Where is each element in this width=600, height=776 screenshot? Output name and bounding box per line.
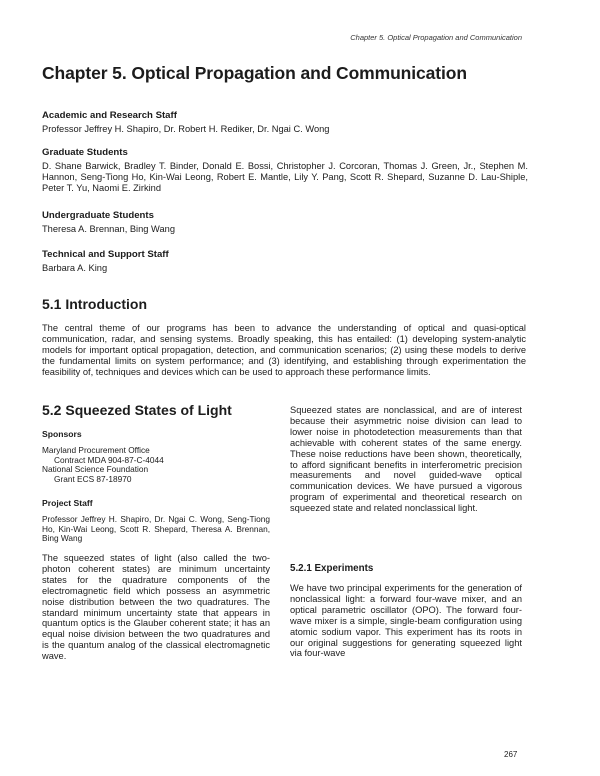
sponsor-line: Grant ECS 87-18970 [54, 473, 132, 484]
staff-names: Professor Jeffrey H. Shapiro, Dr. Robert H. Rediker, Dr. Ngai C. Wong [42, 124, 330, 134]
experiments-heading: 5.2.1 Experiments [290, 563, 374, 574]
body-left-text: The squeezed states of light (also called the two-photon coherent states) are minimum uncertainty states for the quadrature components of the electromagnetic field which possess an asymmetric noise distribution between the two quadratures. The standard minimum uncertainty state that appears in quantum optics is the Glauber coherent state; it has an equal noise division between the two quadratures and is the quantum analog of the classical electromagnetic wave. [42, 553, 270, 662]
section-heading: 5.2 Squeezed States of Light [42, 402, 232, 418]
intro-text: The central theme of our programs has been to advance the understanding of optical and quasi-optical communication, radar, and sensing systems. Broadly speaking, this has entailed: (1) developing system-analytic models for important optical propagation, detection, and communication scenarios; (2) using these models to derive the fundamental limits on system performance; and (3) identifying, and establishing through experimentation the feasibility of, techniques and devices which can be used to approach these performance limits. [42, 323, 526, 377]
body-right-text: Squeezed states are nonclassical, and are of interest because their asymmetric noise division can lead to lower noise in photodetection measurements than that achievable with coherent states of the same energy. These noise reductions have been shown, theoretically, to afford significant benefits in interferometric precision measurements and novel guided-wave optical communication devices. We have pursued a vigorous program of experimental and theoretical research on squeezed state and related nonclassical light. [290, 405, 522, 514]
running-head: Chapter 5. Optical Propagation and Communication [350, 33, 522, 42]
sponsors-heading: Sponsors [42, 429, 82, 439]
sponsor-line: Contract MDA 904-87-C-4044 [54, 454, 164, 465]
experiments-text: We have two principal experiments for the generation of nonclassical light: a forward four-wave mixer, and an optical parametric oscillator (OPO). The forward four-wave mixer is a simple, single-beam configuration using atomic sodium vapor. This experiment has its roots in our original suggestions for generating squeezed light via four-wave [290, 583, 522, 659]
staff-technical [42, 249, 528, 274]
experiments-paragraph [290, 583, 522, 659]
intro-heading: 5.1 Introduction [42, 296, 147, 312]
staff-heading: Academic and Research Staff [42, 110, 177, 121]
staff-heading: Undergraduate Students [42, 210, 154, 221]
staff-academic [42, 110, 528, 135]
staff-names: Theresa A. Brennan, Bing Wang [42, 224, 175, 234]
staff-heading: Graduate Students [42, 147, 128, 158]
intro-paragraph [42, 323, 526, 378]
body-right [290, 405, 522, 514]
page-number: 267 [504, 750, 518, 759]
project-staff-heading: Project Staff [42, 498, 93, 508]
staff-graduate [42, 147, 528, 194]
staff-undergraduate [42, 210, 528, 235]
sponsor-line: National Science Foundation [42, 464, 149, 475]
staff-names: Barbara A. King [42, 263, 108, 273]
staff-names: D. Shane Barwick, Bradley T. Binder, Donald E. Bossi, Christopher J. Corcoran, Thomas J. Green, Jr., Stephen M. Hannon, Seng-Tiong Ho, Kin-Wai Leong, Robert E. Mantle, Lily Y. Pang, Scott R. Shepard, Suzanne D. Lau-Shiple, Peter T. Yu, Naomi E. Zirkind [42, 161, 528, 193]
sponsor-line: Maryland Procurement Office [42, 445, 150, 455]
chapter-title: Chapter 5. Optical Propagation and Communication [42, 63, 467, 83]
sponsors-list [42, 446, 270, 484]
body-left [42, 553, 270, 662]
staff-heading: Technical and Support Staff [42, 249, 169, 260]
project-staff-names: Professor Jeffrey H. Shapiro, Dr. Ngai C. Wong, Seng-Tiong Ho, Kin-Wai Leong, Scott R. Shepard, Theresa A. Brennan, Bing Wang [42, 514, 270, 544]
